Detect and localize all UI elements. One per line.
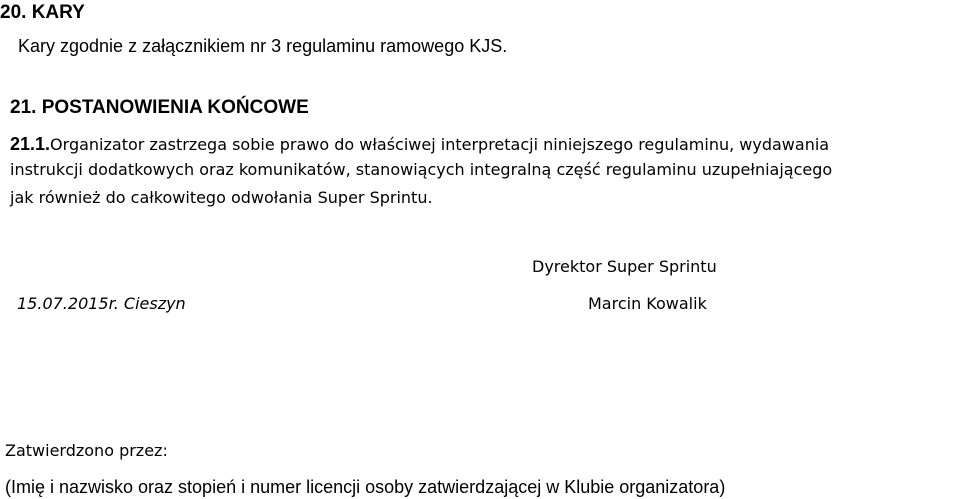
- section-20-text: Kary zgodnie z załącznikiem nr 3 regulaminu ramowego KJS.: [18, 36, 508, 56]
- section-20-heading: 20. KARY: [0, 2, 85, 23]
- item-number: 21.1.: [10, 134, 51, 154]
- section-21-heading: 21. POSTANOWIENIA KOŃCOWE: [10, 97, 309, 118]
- item-text-line: Organizator zastrzega sobie prawo do właściwej interpretacji niniejszego regulaminu, wydawania: [50, 135, 830, 154]
- signature-name: Marcin Kowalik: [588, 294, 707, 313]
- approval-label: Zatwierdzono przez:: [5, 441, 168, 460]
- section-21-item-line-1: [10, 135, 829, 154]
- signature-role: Dyrektor Super Sprintu: [532, 257, 717, 276]
- approval-hint: (Imię i nazwisko oraz stopień i numer licencji osoby zatwierdzającej w Klubie organizatora): [5, 477, 726, 497]
- section-21-item-line-2: instrukcji dodatkowych oraz komunikatów, stanowiących integralną część regulaminu uzupełniającego: [10, 160, 833, 179]
- signature-date-place: 15.07.2015r. Cieszyn: [17, 294, 186, 313]
- section-21-item-line-3: jak również do całkowitego odwołania Super Sprintu.: [10, 188, 433, 207]
